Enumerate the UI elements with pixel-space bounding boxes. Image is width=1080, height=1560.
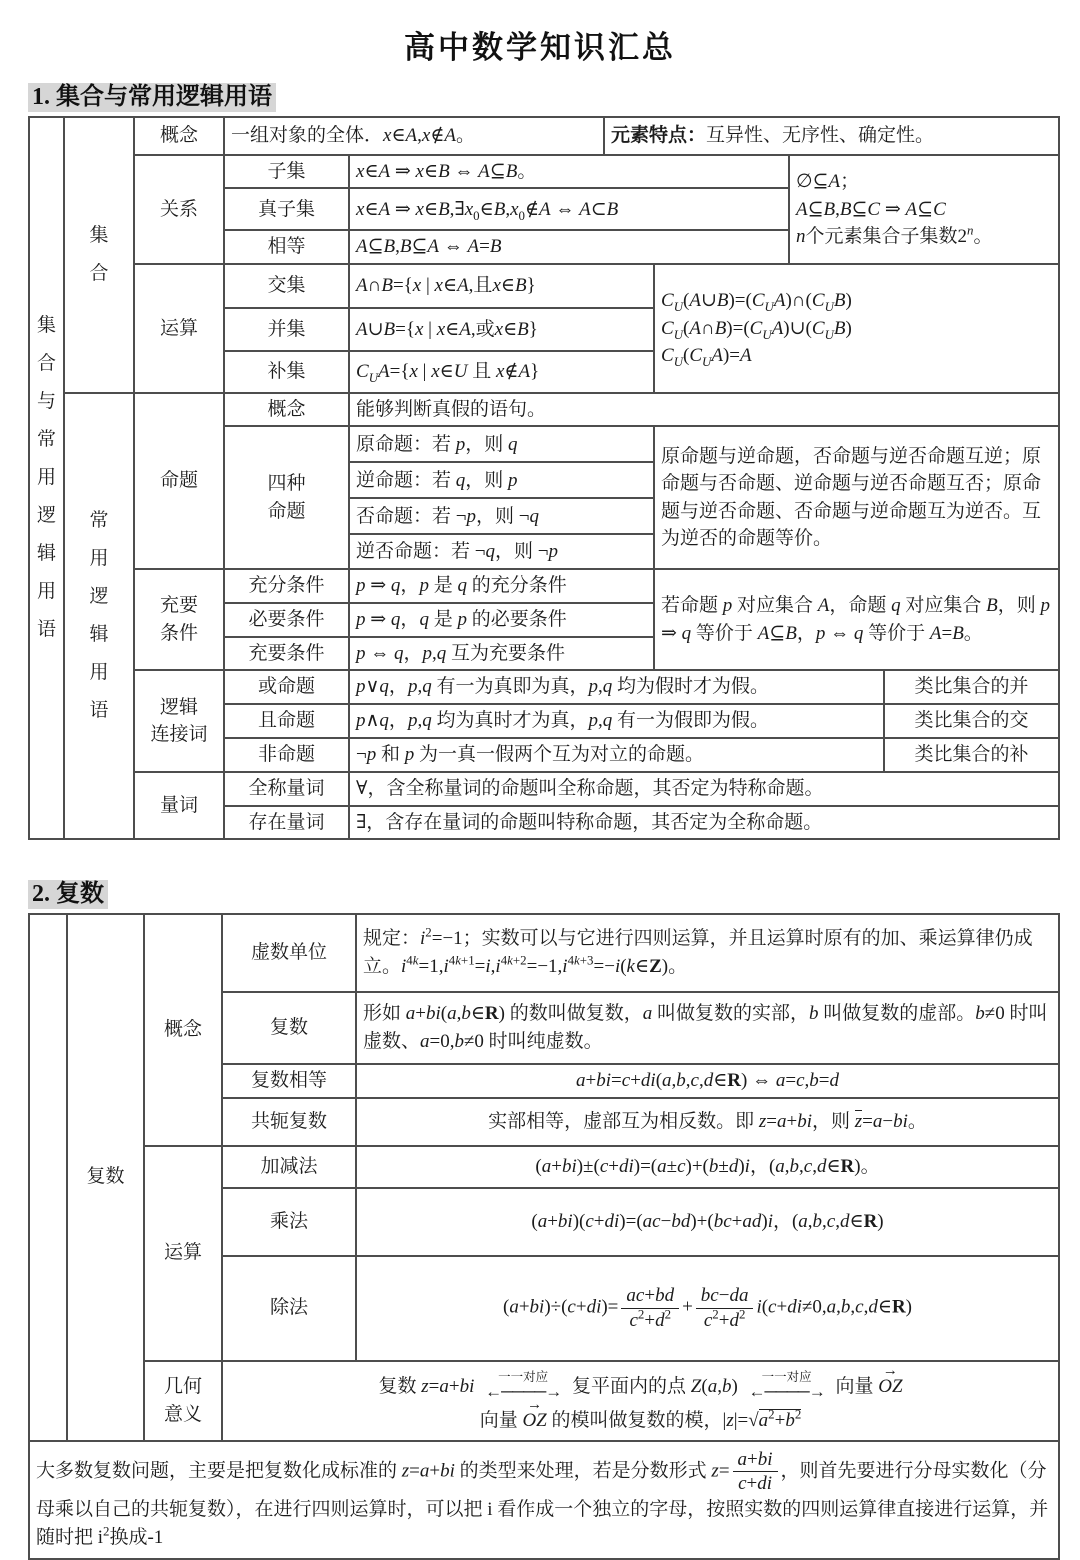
four-propositions-label: 四种 命题 <box>224 426 349 569</box>
complex-note: 大多数复数问题，主要是把复数化成标准的 z=a+bi 的类型来处理，若是分数形式 z= $\frac{a+bi}{c+di}$ ，则首先要进行分母实数化（分母乘以自己的共轭复数），在进行四则运算时，可以把 i 看作成一个独立的字母，按照实数的四则运算律直接进行运算，并随时把 $i^2$换成-1 <box>29 1441 1059 1559</box>
conjugate-text: 实部相等，虚部互为相反数。即 z=a+bi，则 z=a−bi。 <box>356 1098 1059 1146</box>
complex-def-text: 形如 a+bi(a,b∈R) 的数叫做复数，a 叫做复数的实部，b 叫做复数的虚部。b≠0 时叫虚数、a=0,b≠0 时叫纯虚数。 <box>356 992 1059 1064</box>
equal-formula: A⊆B,B⊆A ⇔ A=B <box>349 230 789 264</box>
sufficient-formula: p ⇒ q，p 是 q 的充分条件 <box>349 569 654 603</box>
proper-subset-formula: x∈A ⇒ $x\in B,\exists x_0\in B,x_0\notin A$ ⇔ A⊂B <box>349 188 789 230</box>
group-logic <box>64 393 134 839</box>
intersection-label: 交集 <box>224 264 349 308</box>
geometry-line2: 向量 → OZ 的模叫做复数的模，$|z|=√a^2+b^2$ <box>229 1406 1052 1435</box>
condition-label: 充要 条件 <box>134 569 224 670</box>
union-label: 并集 <box>224 308 349 351</box>
set-concept-label: 概念 <box>134 117 224 155</box>
and-text: p∧q，p,q 均为真时才为真，p,q 有一为假即为假。 <box>349 704 884 738</box>
contrapositive-proposition: 逆否命题：若 ¬q，则 ¬p <box>349 534 654 569</box>
negative-proposition: 否命题：若 ¬p，则 ¬q <box>349 498 654 534</box>
divide-text: (a+bi)÷(c+di)= $\frac{ac+bd}{c^2+d^2}$ + $\frac{bc-da}{c^2+d^2}$ i(c+di≠0,a,b,c,d∈R) <box>356 1256 1059 1361</box>
complex-def-label: 复数 <box>222 992 356 1064</box>
divide-label: 除法 <box>222 1256 356 1361</box>
sufficient-label: 充分条件 <box>224 569 349 603</box>
section2-heading: 2. 复数 <box>28 880 108 909</box>
union-formula: A∪B={x | x∈A,或x∈B} <box>349 308 654 351</box>
proposition-concept-text: 能够判断真假的语句。 <box>349 393 1059 427</box>
iff-label: 充要条件 <box>224 637 349 671</box>
geometry-line1: 复数 z=a+bi 一一对应 ←────→ 复平面内的点 Z(a,b) 一一对应 ←────→ 向量 → OZ <box>229 1372 1052 1402</box>
necessary-formula: p ⇒ q，q 是 p 的必要条件 <box>349 603 654 637</box>
table1-side-label <box>29 117 64 839</box>
side-label-text: 集合与常用逻辑用语 <box>36 314 56 640</box>
relation-right: ∅⊆A； A⊆B,B⊆C ⇒ A⊆C n个元素集合子集数2$^n$。 <box>789 155 1059 264</box>
group-set-text: 集合 <box>89 224 109 284</box>
subset-formula: x∈A ⇒ x∈B ⇔ A⊆B。 <box>349 155 789 189</box>
intersection-formula: A∩B={x | x∈A,且x∈B} <box>349 264 654 308</box>
necessary-label: 必要条件 <box>224 603 349 637</box>
group-logic-text: 常用逻辑用语 <box>89 510 109 722</box>
quantifier-label: 量词 <box>134 772 224 839</box>
existential-text: ∃，含存在量词的命题叫特称命题，其否定为全称命题。 <box>349 806 1059 840</box>
proposition-concept-label: 概念 <box>224 393 349 427</box>
converse-proposition: 逆命题：若 q，则 p <box>349 462 654 498</box>
relation-label: 关系 <box>134 155 224 264</box>
existential-label: 存在量词 <box>224 806 349 840</box>
operation-right: $C_U(A\cup B)=(C_UA)\cap(C_UB)$ $C_U(A\cap B)=(C_UA)\cup(C_UB)$ $C_U(C_UA)=A$ <box>654 264 1059 393</box>
table2-empty-col <box>29 914 67 1441</box>
not-label: 非命题 <box>224 738 349 772</box>
set-concept-text: 一组对象的全体．x∈A,x∉A。 <box>224 117 604 155</box>
sets-logic-table <box>28 116 1060 840</box>
add-sub-text: (a+bi)±(c+di)=(a±c)+(b±d)i，(a,b,c,d∈R)。 <box>356 1146 1059 1188</box>
imaginary-unit-text: 规定：$i^2=-1$；实数可以与它进行四则运算，并且运算时原有的加、乘运算律仍成立。$i^{4k}=1,i^{4k+1}=i,i^{4k+2}=-1,i^{4k+3}=-i(k\in Z)$。 <box>356 914 1059 992</box>
set-concept-right: 元素特点：互异性、无序性、确定性。 <box>604 117 1059 155</box>
universal-label: 全称量词 <box>224 772 349 806</box>
and-note: 类比集合的交 <box>884 704 1059 738</box>
complex-equal-label: 复数相等 <box>222 1064 356 1098</box>
complex-equal-text: a+bi=c+di(a,b,c,d∈R) ⇔ a=c,b=d <box>356 1064 1059 1098</box>
section1-heading: 1. 集合与常用逻辑用语 <box>28 83 276 112</box>
proposition-right: 原命题与逆命题，否命题与逆否命题互逆；原命题与否命题、逆命题与逆否命题互否；原命题与逆否命题、否命题与逆命题互为逆否。互为逆否的命题等价。 <box>654 426 1059 569</box>
subset-label: 子集 <box>224 155 349 189</box>
complex-operation-label: 运算 <box>144 1146 222 1361</box>
add-sub-label: 加减法 <box>222 1146 356 1188</box>
not-note: 类比集合的补 <box>884 738 1059 772</box>
or-label: 或命题 <box>224 670 349 704</box>
proposition-label: 命题 <box>134 393 224 570</box>
geometry-text <box>222 1361 1059 1441</box>
and-label: 且命题 <box>224 704 349 738</box>
complex-number-table <box>28 913 1060 1560</box>
complement-formula: $C_UA=\{x$ | x∈U 且 x∉A} <box>349 351 654 393</box>
multiply-label: 乘法 <box>222 1188 356 1256</box>
or-text: p∨q，p,q 有一为真即为真，p,q 均为假时才为假。 <box>349 670 884 704</box>
complex-concept-label: 概念 <box>144 914 222 1146</box>
not-text: ¬p 和 p 为一真一假两个互为对立的命题。 <box>349 738 884 772</box>
connective-label: 逻辑 连接词 <box>134 670 224 772</box>
imaginary-unit-label: 虚数单位 <box>222 914 356 992</box>
original-proposition: 原命题：若 p，则 q <box>349 426 654 462</box>
page-title: 高中数学知识汇总 <box>404 30 676 65</box>
equal-label: 相等 <box>224 230 349 264</box>
universal-text: ∀，含全称量词的命题叫全称命题，其否定为特称命题。 <box>349 772 1059 806</box>
group-set <box>64 117 134 393</box>
multiply-text: (a+bi)(c+di)=(ac−bd)+(bc+ad)i，(a,b,c,d∈R) <box>356 1188 1059 1256</box>
condition-right: 若命题 p 对应集合 A，命题 q 对应集合 B，则 p ⇒ q 等价于 A⊆B，p ⇔ q 等价于 A=B。 <box>654 569 1059 670</box>
or-note: 类比集合的并 <box>884 670 1059 704</box>
conjugate-label: 共轭复数 <box>222 1098 356 1146</box>
proper-subset-label: 真子集 <box>224 188 349 230</box>
complement-label: 补集 <box>224 351 349 393</box>
geometry-label: 几何 意义 <box>144 1361 222 1441</box>
iff-formula: p ⇔ q，p,q 互为充要条件 <box>349 637 654 671</box>
operation-label: 运算 <box>134 264 224 393</box>
group-complex: 复数 <box>67 914 144 1441</box>
